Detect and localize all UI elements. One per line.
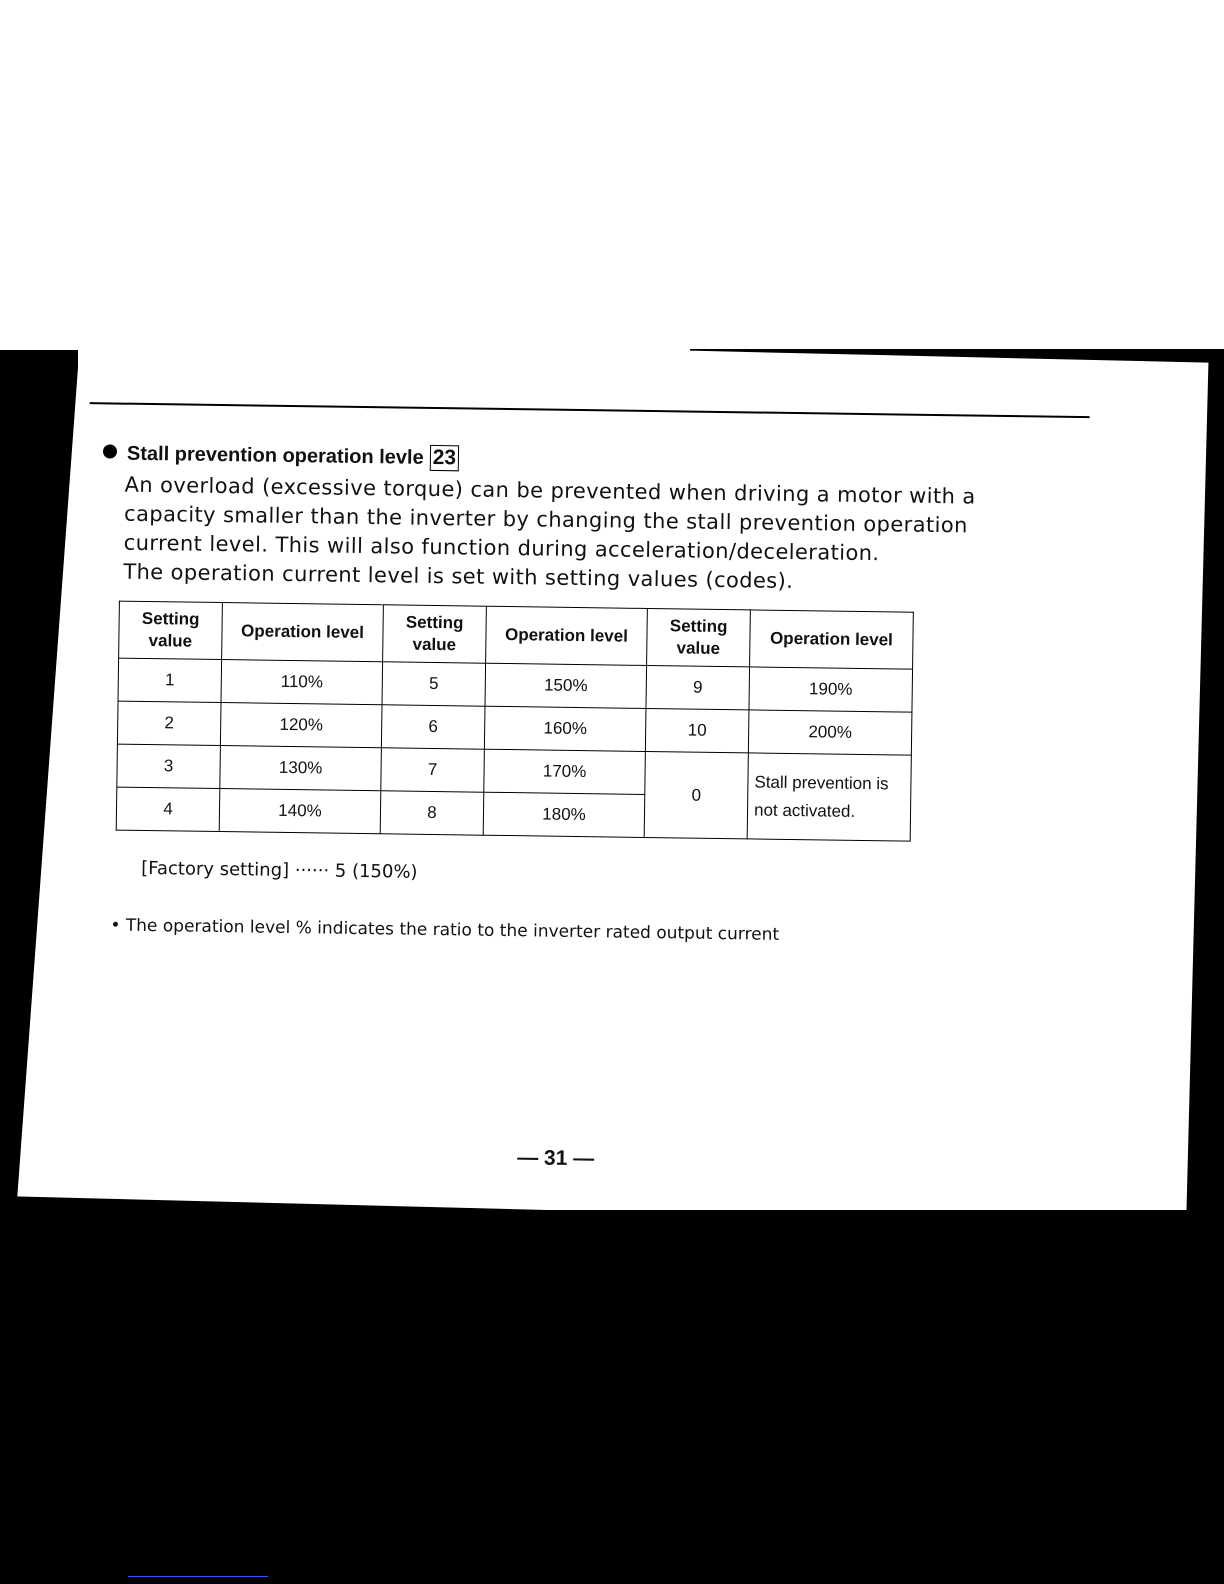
table-cell: 170% [484,749,646,794]
column-header: Setting value [647,608,751,666]
table-cell-merged-note: Stall prevention is not activated. [747,753,911,841]
scan-left-border [0,350,78,1220]
parameter-code-box: 23 [430,445,460,471]
table-cell: 180% [483,792,645,837]
table-cell: 2 [117,701,221,745]
scanned-page [67,380,1138,1215]
header-rule [90,402,1090,418]
table-cell: 3 [117,744,221,788]
table-cell-merged-setting: 0 [644,751,748,838]
table-cell: 200% [748,710,912,755]
table-cell: 6 [381,705,485,749]
scan-top-margin [0,0,1224,10]
table-cell: 7 [381,748,485,792]
table-cell: 190% [749,667,913,712]
column-header: Operation level [222,603,384,662]
table-cell: 1 [118,658,222,702]
page-number: — 31 — [517,1146,595,1171]
body-line: An overload (excessive torque) can be prevented when driving a motor with a [124,472,976,509]
table-cell: 110% [221,660,383,705]
table-cell: 10 [645,708,749,752]
table-cell: 9 [646,665,750,709]
column-header: Operation level [750,610,914,669]
table-cell: 8 [380,791,484,835]
table-cell: 130% [220,746,382,791]
table-cell: 150% [485,663,647,708]
body-line: capacity smaller than the inverter by changing the stall prevention operation [123,501,968,538]
body-line: current level. This will also function during acceleration/deceleration. [123,530,880,566]
table-cell: 160% [484,706,646,751]
stall-level-table [116,601,914,842]
column-header: Setting value [119,601,223,659]
table-cell: 5 [382,662,486,706]
factory-setting-note: [Factory setting] ······ 5 (150%) [141,857,418,883]
column-header: Setting value [383,605,487,663]
table-cell: 140% [219,789,381,834]
scan-artifact-line [128,1576,268,1577]
scan-bottom-border [0,1210,1224,1584]
scan-top-right-border [690,349,1224,363]
section-heading [103,440,459,471]
body-line: The operation current level is set with setting values (codes). [123,559,794,594]
table-cell: 4 [116,787,220,831]
table-cell: 120% [220,703,382,748]
section-heading-text: Stall prevention operation levle [126,442,424,469]
scan-right-border [1186,349,1224,1229]
body-paragraph [123,471,1035,600]
footnote: • The operation level % indicates the ratio to the inverter rated output current [110,915,780,945]
bullet-icon [103,444,117,458]
column-header: Operation level [486,606,648,665]
